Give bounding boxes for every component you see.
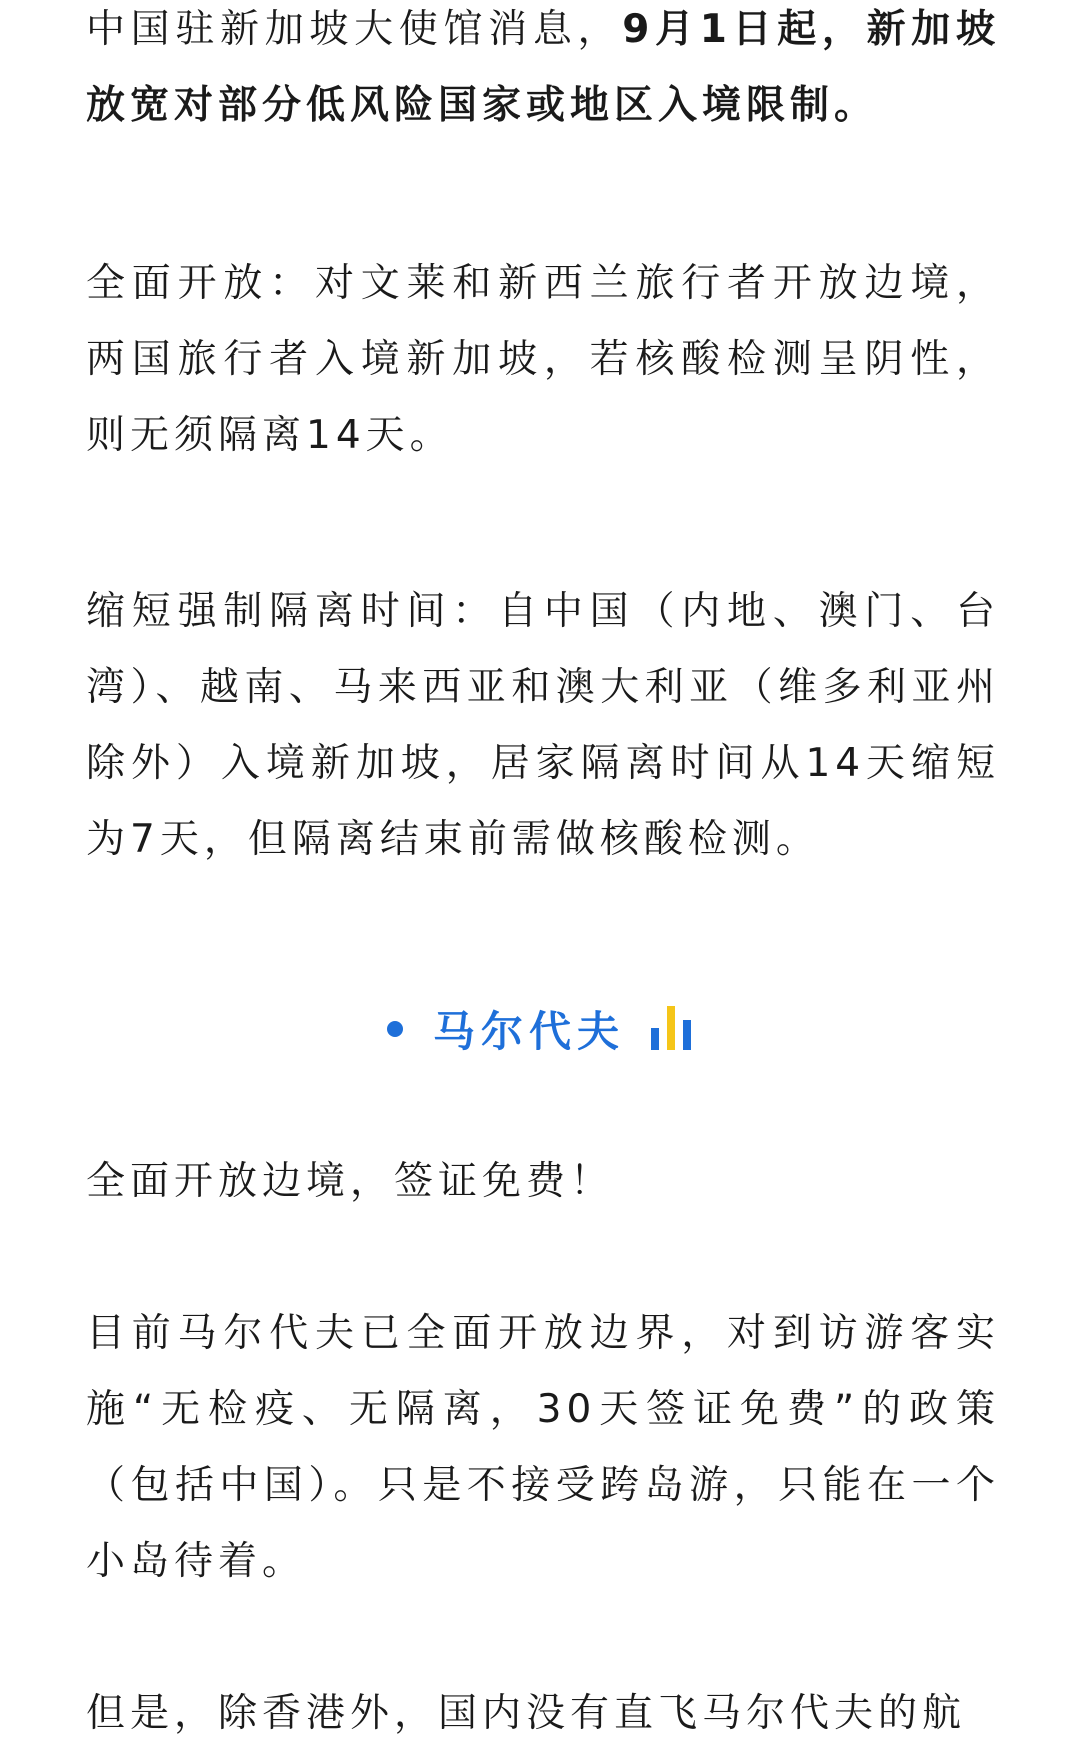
paragraph-full-opening: 全面开放：对文莱和新西兰旅行者开放边境，两国旅行者入境新加坡，若核酸检测呈阴性，则无须隔离14天。	[86, 261, 1000, 458]
paragraph-shortened-quarantine: 缩短强制隔离时间：自中国（内地、澳门、台湾）、越南、马来西亚和澳大利亚（维多利亚州除外）入境新加坡，居家隔离时间从14天缩短为7天，但隔离结束前需做核酸检测。	[86, 589, 1000, 862]
section-heading-text: 马尔代夫	[432, 1007, 625, 1056]
paragraph-maldives-policy: 目前马尔代夫已全面开放边界，对到访游客实施“无检疫、无隔离，30天签证免费”的政策（包括中国）。只是不接受跨岛游，只能在一个小岛待着。	[86, 1311, 1000, 1584]
intro-bold-text: 9月1日起，新加坡放宽对部分低风险国家或地区入境限制。	[86, 7, 1000, 128]
paragraph-visa-free: 全面开放边境，签证免费！	[86, 1159, 615, 1204]
bar-chart-icon-bar-2	[667, 1006, 675, 1050]
section-heading-maldives	[0, 994, 1080, 1064]
paragraph-flights: 但是，除香港外，国内没有直飞马尔代夫的航	[86, 1691, 967, 1736]
bar-chart-icon-bar-3	[683, 1020, 691, 1050]
bullet-dot-icon	[387, 1021, 403, 1037]
bar-chart-icon	[649, 1002, 693, 1056]
bar-chart-icon-bar-1	[651, 1028, 659, 1050]
paragraph-singapore-intro	[86, 0, 1000, 144]
intro-text: 中国驻新加坡大使馆消息，	[86, 7, 623, 52]
